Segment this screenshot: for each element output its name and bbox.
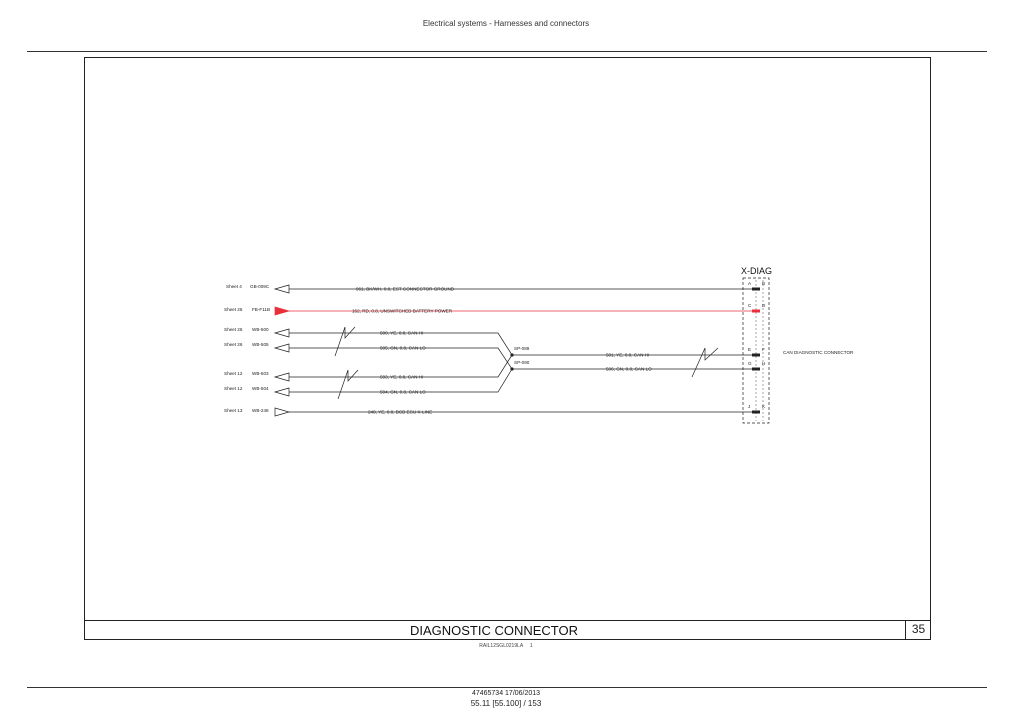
footer-page-line: 55.11 [55.100] / 153 bbox=[470, 699, 542, 708]
sheet-ref-gb-009c: Sheet 4 bbox=[226, 284, 242, 289]
connector-arrow-wb-500 bbox=[275, 329, 289, 337]
pin-terminal bbox=[752, 288, 760, 291]
title-block bbox=[84, 620, 931, 640]
wire-500 bbox=[289, 330, 512, 355]
footer-rule bbox=[27, 687, 987, 688]
pin-label: C bbox=[748, 303, 752, 308]
ref-wb-500: WB-500 bbox=[252, 327, 269, 332]
wire-505 bbox=[289, 345, 512, 369]
ref-fb-f11b: FB-F11B bbox=[252, 307, 271, 312]
connector-description: CAN DIAGNOSTIC CONNECTOR bbox=[783, 350, 854, 355]
wire-label-505: 505, GN, 0.8, CAN LO bbox=[380, 345, 426, 351]
connector-arrow-fb-f11b bbox=[275, 307, 289, 315]
ref-wb-503: WB-503 bbox=[252, 371, 269, 376]
pin-label: E bbox=[748, 347, 752, 352]
wire-label-500: 500, YE, 0.8, CAN HI bbox=[380, 330, 424, 336]
pin-label: A bbox=[748, 281, 752, 286]
pin-terminal bbox=[752, 354, 760, 357]
pin-label: F bbox=[762, 347, 765, 352]
sheet-ref-fb-f11b: Sheet 26 bbox=[224, 307, 243, 312]
sheet-ref-wb-500: Sheet 26 bbox=[224, 327, 243, 332]
footer-doc-line: 47465734 17/06/2013 bbox=[471, 690, 541, 697]
connector-name: X-DIAG bbox=[741, 266, 773, 276]
ref-wb-248: WB-248 bbox=[252, 408, 269, 413]
pin-terminal bbox=[752, 310, 760, 313]
pin-label: B bbox=[762, 281, 766, 286]
wire-label-961: 961, BK/WH, 0.8, EST CONNECTOR GROUND bbox=[356, 286, 455, 292]
sheet-ref-wb-503: Sheet 12 bbox=[224, 371, 243, 376]
ref-wb-505: WB-505 bbox=[252, 342, 269, 347]
wire-label-506: 506, GN, 0.8, CAN LO bbox=[606, 366, 652, 372]
pin-label: D bbox=[762, 303, 766, 308]
pin-label: H bbox=[762, 361, 766, 366]
sheet-ref-wb-505: Sheet 26 bbox=[224, 342, 243, 347]
sheet-ref-wb-248: Sheet 13 bbox=[224, 408, 243, 413]
sheet-ref-wb-504: Sheet 12 bbox=[224, 386, 243, 391]
wire-label-504: 504, GN, 0.8, CAN LO bbox=[380, 389, 426, 395]
sheet-number: 35 bbox=[905, 620, 931, 640]
drawing-ref-code: RAIL12SGL0219LA bbox=[479, 643, 523, 649]
twisted-pair-icon bbox=[692, 348, 718, 377]
connector-arrow-wb-505 bbox=[275, 344, 289, 352]
pin-terminal bbox=[752, 411, 760, 414]
connector-arrow-wb-248 bbox=[275, 408, 289, 416]
page-header-title: Electrical systems - Harnesses and connectors bbox=[422, 19, 590, 28]
twisted-pair-icon bbox=[338, 370, 358, 399]
wire-label-162: 162, RD, 0.8, UNSWITCHED BATTERY POWER bbox=[352, 308, 453, 314]
connector-arrow-wb-503 bbox=[275, 373, 289, 381]
ref-gb-009c: GB-009C bbox=[250, 284, 270, 289]
connector-arrow-wb-504 bbox=[275, 388, 289, 396]
wire-label-501: 501, YE, 0.8, CAN HI bbox=[606, 352, 650, 358]
drawing-reference bbox=[0, 643, 1012, 649]
splice-label-sp-090: SP-090 bbox=[514, 360, 530, 365]
splice-label-sp-089: SP-089 bbox=[514, 346, 530, 351]
diagram-title: DIAGNOSTIC CONNECTOR bbox=[409, 623, 579, 638]
twisted-pair-icon bbox=[335, 327, 355, 356]
pin-terminal bbox=[752, 368, 760, 371]
pin-label: J bbox=[748, 404, 751, 409]
pin-label: G bbox=[748, 361, 752, 366]
wire-label-248: 248, YE, 0.8, BCB ECU K-LINE bbox=[368, 409, 433, 415]
wire-label-503: 503, YE, 0.8, CAN HI bbox=[380, 374, 424, 380]
connector-arrow-gb-009c bbox=[275, 285, 289, 293]
pin-label: K bbox=[762, 404, 766, 409]
drawing-ref-rev: 1 bbox=[529, 643, 533, 649]
ref-wb-504: WB-504 bbox=[252, 386, 269, 391]
